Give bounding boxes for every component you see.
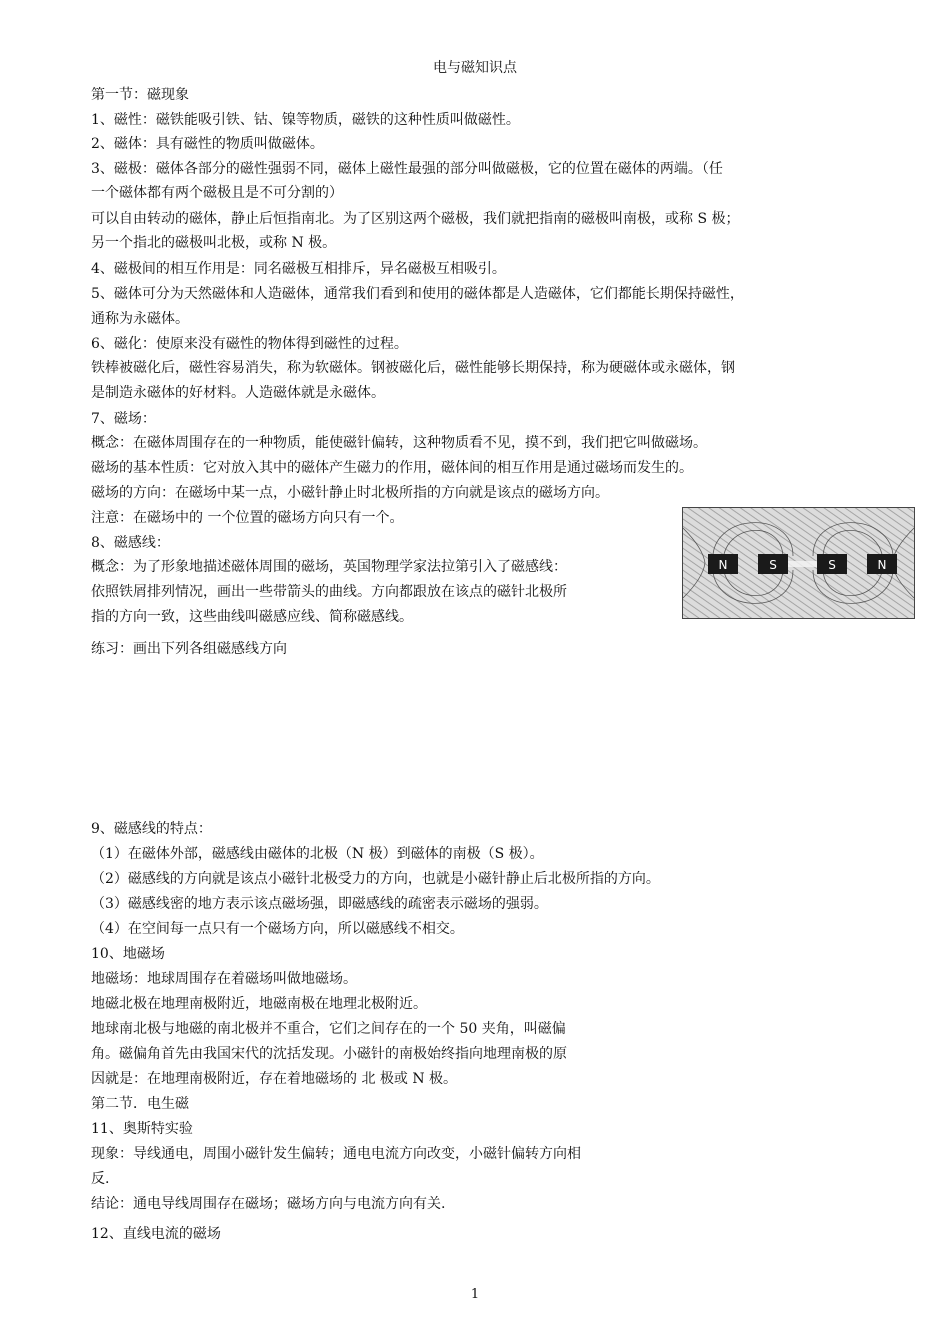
text-line: 角。磁偏角首先由我国宋代的沈括发现。小磁针的南极始终指向地理南极的原 (91, 1046, 567, 1062)
text-line: 12、直线电流的磁场 (91, 1226, 221, 1242)
text-line: 练习：画出下列各组磁感线方向 (91, 641, 287, 657)
text-line: 4、磁极间的相互作用是：同名磁极互相排斥，异名磁极互相吸引。 (91, 261, 506, 277)
text-line: 磁场的基本性质：它对放入其中的磁体产生磁力的作用，磁体间的相互作用是通过磁场而发生的。 (91, 460, 693, 476)
text-line: 通称为永磁体。 (91, 311, 189, 327)
text-line: 铁棒被磁化后，磁性容易消失，称为软磁体。钢被磁化后，磁性能够长期保持，称为硬磁体或永磁体，钢 (91, 360, 735, 376)
text-line: 磁场的方向：在磁场中某一点，小磁针静止时北极所指的方向就是该点的磁场方向。 (91, 485, 609, 501)
text-line: 地磁北极在地理南极附近，地磁南极在地理北极附近。 (91, 996, 427, 1012)
text-line: 因就是：在地理南极附近，存在着地磁场的 北 极或 N 极。 (91, 1071, 458, 1087)
text-line: 一个磁体都有两个磁极且是不可分割的） (91, 185, 343, 201)
text-line: 指的方向一致，这些曲线叫磁感应线、简称磁感线。 (91, 609, 413, 625)
section-heading-1: 第一节：磁现象 (91, 87, 189, 103)
text-line: 地磁场：地球周围存在着磁场叫做地磁场。 (91, 971, 357, 987)
text-line: 3、磁极：磁体各部分的磁性强弱不同，磁体上磁性最强的部分叫做磁极，它的位置在磁体的两端。（任 (91, 161, 723, 177)
text-line: 概念：在磁体周围存在的一种物质，能使磁针偏转，这种物质看不见，摸不到，我们把它叫做磁场。 (91, 435, 707, 451)
magnet-label: S (769, 558, 777, 572)
text-line: 8、磁感线： (91, 535, 170, 551)
text-line: 5、磁体可分为天然磁体和人造磁体，通常我们看到和使用的磁体都是人造磁体，它们都能长期保持磁性， (91, 286, 744, 302)
magnet-label: N (877, 558, 887, 572)
section-heading-2: 第二节．电生磁 (91, 1096, 189, 1112)
text-line: 现象：导线通电，周围小磁针发生偏转；通电电流方向改变，小磁针偏转方向相 (91, 1146, 581, 1162)
page-number: 1 (470, 1287, 480, 1302)
text-line: 结论：通电导线周围存在磁场；磁场方向与电流方向有关. (91, 1196, 446, 1212)
text-line: （2）磁感线的方向就是该点小磁针北极受力的方向，也就是小磁针静止后北极所指的方向。 (91, 871, 660, 887)
magnet-label: S (828, 558, 836, 572)
text-line: 地球南北极与地磁的南北极并不重合，它们之间存在的一个 50 夹角，叫磁偏 (91, 1021, 566, 1037)
text-line: 1、磁性：磁铁能吸引铁、钴、镍等物质，磁铁的这种性质叫做磁性。 (91, 112, 520, 128)
text-line: 反. (91, 1171, 110, 1187)
text-line: 11、奥斯特实验 (91, 1121, 193, 1137)
text-line: 可以自由转动的磁体，静止后恒指南北。为了区别这两个磁极，我们就把指南的磁极叫南极，或称 S 极； (91, 211, 740, 227)
text-line: 另一个指北的磁极叫北极，或称 N 极。 (91, 235, 337, 251)
text-line: 概念：为了形象地描述磁体周围的磁场，英国物理学家法拉第引入了磁感线： (91, 559, 567, 575)
magnetic-field-image (683, 508, 914, 618)
page-title: 电与磁知识点 (433, 60, 517, 76)
text-line: 7、磁场： (91, 411, 156, 427)
text-line: 9、磁感线的特点： (91, 821, 212, 837)
text-line: 是制造永磁体的好材料。人造磁体就是永磁体。 (91, 385, 385, 401)
magnet-label: N (718, 558, 728, 572)
text-line: （3）磁感线密的地方表示该点磁场强，即磁感线的疏密表示磁场的强弱。 (91, 896, 548, 912)
text-line: 6、磁化：使原来没有磁性的物体得到磁性的过程。 (91, 336, 408, 352)
text-line: （4）在空间每一点只有一个磁场方向，所以磁感线不相交。 (91, 921, 464, 937)
text-line: 10、地磁场 (91, 946, 165, 962)
text-line: （1）在磁体外部，磁感线由磁体的北极（N 极）到磁体的南极（S 极）。 (91, 846, 544, 862)
text-line: 2、磁体：具有磁性的物质叫做磁体。 (91, 136, 324, 152)
iron-filings-figure (682, 507, 915, 619)
text-line: 注意：在磁场中的 一个位置的磁场方向只有一个。 (91, 510, 404, 526)
text-line: 依照铁屑排列情况，画出一些带箭头的曲线。方向都跟放在该点的磁针北极所 (91, 584, 567, 600)
